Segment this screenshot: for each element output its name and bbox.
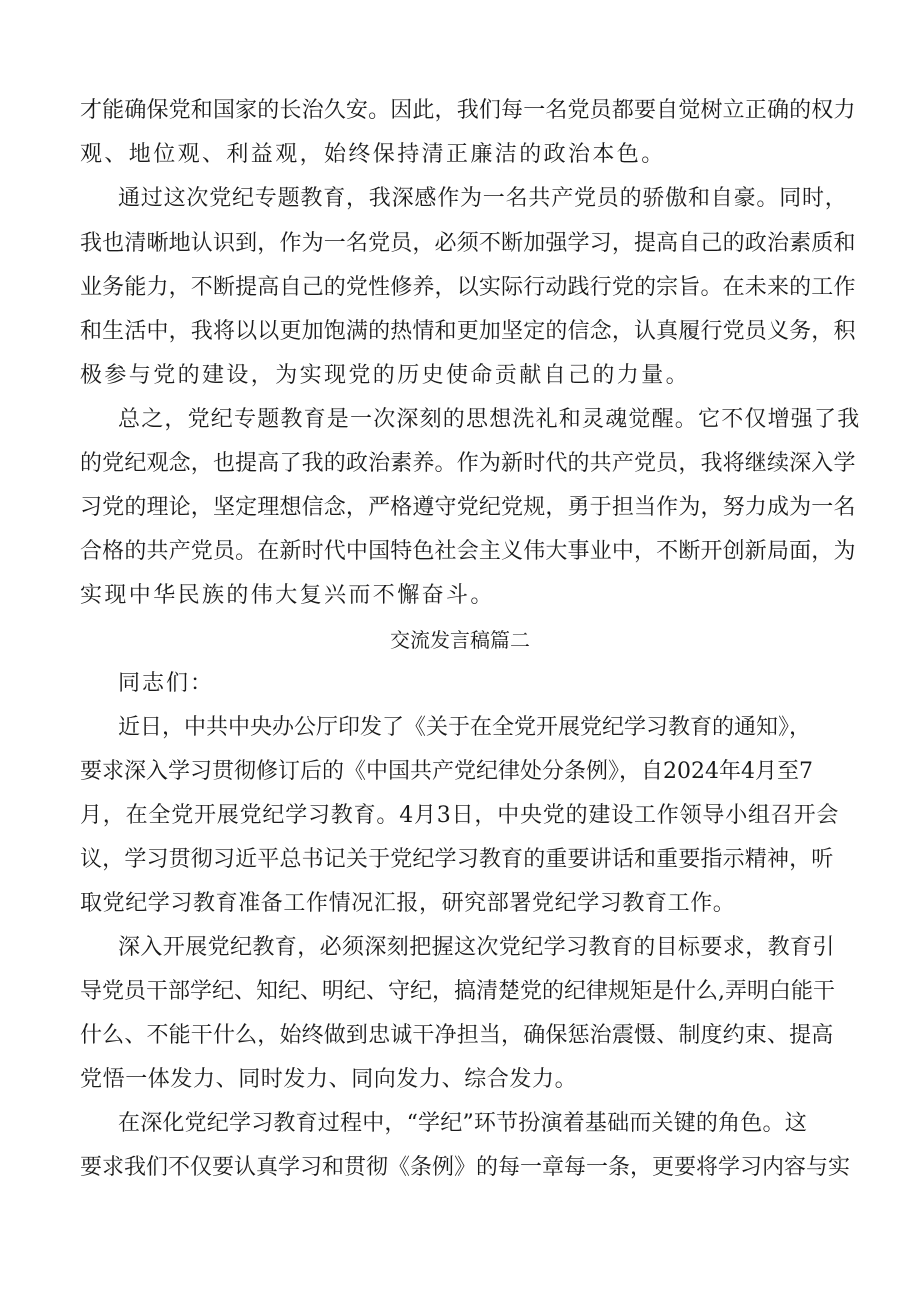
text-line: 近日，中共中央办公厅印发了《关于在全党开展党纪学习教育的通知》， bbox=[118, 715, 812, 740]
text-line: 党悟一体发力、同时发力、同向发力、综合发力。 bbox=[80, 1067, 578, 1092]
text-line: 观、地位观、利益观，始终保持清正廉洁的政治本色。 bbox=[80, 142, 666, 167]
text-line: 才能确保党和国家的长治久安。因此，我们每一名党员都要自觉树立正确的权力 bbox=[80, 98, 856, 123]
text-line: 议，学习贯彻习近平总书记关于党纪学习教育的重要讲话和重要指示精神，听 bbox=[80, 847, 834, 872]
text-line: 业务能力，不断提高自己的党性修养，以实际行动践行党的宗旨。在未来的工作 bbox=[80, 275, 856, 300]
text-line: 合格的共产党员。在新时代中国特色社会主义伟大事业中，不断开创新局面，为 bbox=[80, 539, 856, 564]
text-line: 习党的理论，坚定理想信念，严格遵守党纪党规，勇于担当作为，努力成为一名 bbox=[80, 495, 856, 520]
section-heading: 交流发言稿篇二 bbox=[390, 628, 530, 652]
text-line: 的党纪观念，也提高了我的政治素养。作为新时代的共产党员，我将继续深入学 bbox=[80, 451, 856, 476]
text-line: 我也清晰地认识到，作为一名党员，必须不断加强学习，提高自己的政治素质和 bbox=[80, 231, 856, 256]
text-line: 极参与党的建设，为实现党的历史使命贡献自己的力量。 bbox=[80, 363, 691, 388]
text-line: 实现中华民族的伟大复兴而不懈奋斗。 bbox=[80, 583, 495, 608]
text-line: 总之，党纪专题教育是一次深刻的思想洗礼和灵魂觉醒。它不仅增强了我 bbox=[118, 407, 861, 432]
text-line: 和生活中，我将以以更加饱满的热情和更加坚定的信念，认真履行党员义务，积 bbox=[80, 319, 856, 344]
text-line: 月，在全党开展党纪学习教育。4月3日，中央党的建设工作领导小组召开会 bbox=[80, 803, 840, 828]
text-line: 什么、不能干什么，始终做到忠诚干净担当，确保惩治震慑、制度约束、提高 bbox=[80, 1023, 834, 1048]
text-line: 要求深入学习贯彻修订后的《中国共产党纪律处分条例》，自2024年4月至7 bbox=[80, 759, 813, 784]
text-line: 在深化党纪学习教育过程中，“学纪”环节扮演着基础而关键的角色。这 bbox=[118, 1111, 807, 1136]
text-line: 取党纪学习教育准备工作情况汇报，研究部署党纪学习教育工作。 bbox=[80, 891, 736, 916]
salutation: 同志们： bbox=[118, 671, 215, 696]
text-line: 通过这次党纪专题教育，我深感作为一名共产党员的骄傲和自豪。同时， bbox=[118, 186, 848, 211]
text-line: 导党员干部学纪、知纪、明纪、守纪，搞清楚党的纪律规矩是什么,弄明白能干 bbox=[80, 979, 835, 1004]
text-line: 深入开展党纪教育，必须深刻把握这次党纪学习教育的目标要求，教育引 bbox=[118, 935, 835, 960]
text-line: 要求我们不仅要认真学习和贯彻《条例》的每一章每一条，更要将学习内容与实 bbox=[80, 1155, 851, 1180]
